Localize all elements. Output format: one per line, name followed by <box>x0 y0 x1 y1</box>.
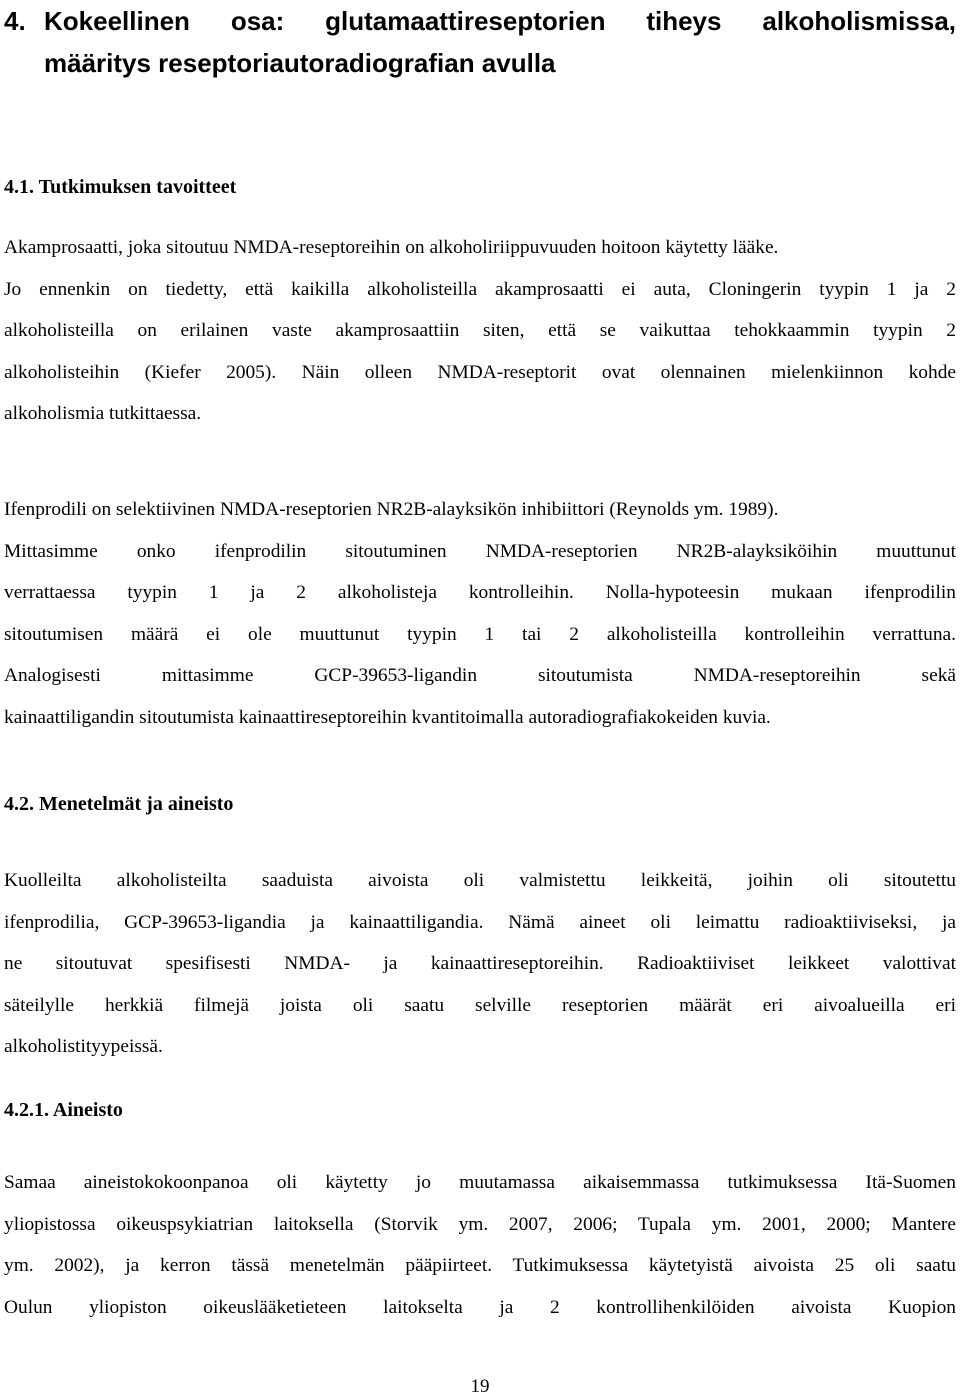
paragraph-line: alkoholisteilla on erilainen vaste akamprosaattiin siten, että se vaikuttaa tehokkaammin tyypin 2 <box>4 320 956 341</box>
paragraph-line: sitoutumisen määrä ei ole muuttunut tyypin 1 tai 2 alkoholisteilla kontrolleihin verrattuna. <box>4 623 956 645</box>
section-4-2-1-heading: 4.2.1. Aineisto <box>4 1099 123 1121</box>
paragraph-line: yliopistossa oikeuspsykiatrian laitoksella (Storvik ym. 2007, 2006; Tupala ym. 2001, 2000; Mantere <box>4 1213 956 1235</box>
paragraph-line: kainaattiligandin sitoutumista kainaattireseptoreihin kvantitoimalla autoradiografiakokeiden kuvia. <box>4 706 771 728</box>
section-4-2-paragraph-1 <box>4 860 956 1068</box>
paragraph-line: alkoholisteihin (Kiefer 2005). Näin olleen NMDA-reseptorit ovat olennainen mielenkiinnon kohde <box>4 361 956 383</box>
paragraph-line: ifenprodilia, GCP-39653-ligandia ja kainaattiligandia. Nämä aineet oli leimattu radioaktiiviseksi, ja <box>4 911 956 933</box>
chapter-title-line-1: Kokeellinen osa: glutamaattireseptorien tiheys alkoholismissa, <box>44 6 956 36</box>
paragraph-line: alkoholismia tutkittaessa. <box>4 403 202 424</box>
paragraph-line: ne sitoutuvat spesifisesti NMDA- ja kainaattireseptoreihin. Radioaktiiviset leikkeet valottivat <box>4 953 956 974</box>
page-number: 19 <box>470 1376 490 1397</box>
section-4-1-paragraph-1 <box>4 227 956 435</box>
paragraph-line: Mittasimme onko ifenprodilin sitoutuminen NMDA-reseptorien NR2B-alayksiköihin muuttunut <box>4 540 956 562</box>
paragraph-line: Oulun yliopiston oikeuslääketieteen laitokselta ja 2 kontrollihenkilöiden aivoista Kuopion <box>4 1296 956 1318</box>
section-4-2-1-paragraph-1 <box>4 1162 956 1328</box>
paragraph-line: alkoholistityypeissä. <box>4 1036 163 1057</box>
paragraph-line: Analogisesti mittasimme GCP-39653-ligandin sitoutumista NMDA-reseptoreihin sekä <box>4 665 956 686</box>
section-4-2-heading: 4.2. Menetelmät ja aineisto <box>4 793 234 815</box>
paragraph-line: Jo ennenkin on tiedetty, että kaikilla alkoholisteilla akamprosaatti ei auta, Cloningerin tyypin 1 ja 2 <box>4 278 956 300</box>
paragraph-line: Akamprosaatti, joka sitoutuu NMDA-reseptoreihin on alkoholiriippuvuuden hoitoon käytetty lääke. <box>4 237 779 258</box>
paragraph-line: Samaa aineistokokoonpanoa oli käytetty jo muutamassa aikaisemmassa tutkimuksessa Itä-Suomen <box>4 1172 956 1193</box>
section-4-1-paragraph-2 <box>4 489 956 738</box>
paragraph-line: verrattaessa tyypin 1 ja 2 alkoholisteja kontrolleihin. Nolla-hypoteesin mukaan ifenprodilin <box>4 582 956 603</box>
paragraph-line: Ifenprodili on selektiivinen NMDA-reseptorien NR2B-alayksikön inhibiittori (Reynolds ym. 1989). <box>4 499 779 520</box>
chapter-title-line-2: määritys reseptoriautoradiografian avulla <box>44 48 556 78</box>
section-4-1-heading: 4.1. Tutkimuksen tavoitteet <box>4 176 237 198</box>
chapter-heading <box>4 0 956 84</box>
paragraph-line: säteilylle herkkiä filmejä joista oli saatu selville reseptorien määrät eri aivoalueilla eri <box>4 994 956 1016</box>
paragraph-line: ym. 2002), ja kerron tässä menetelmän pääpiirteet. Tutkimuksessa käytetyistä aivoista 25 oli saatu <box>4 1255 956 1276</box>
paragraph-line: Kuolleilta alkoholisteilta saaduista aivoista oli valmistettu leikkeitä, joihin oli sitoutettu <box>4 870 956 891</box>
chapter-number: 4. <box>4 6 26 36</box>
chapter-heading-line-1 <box>4 0 956 42</box>
